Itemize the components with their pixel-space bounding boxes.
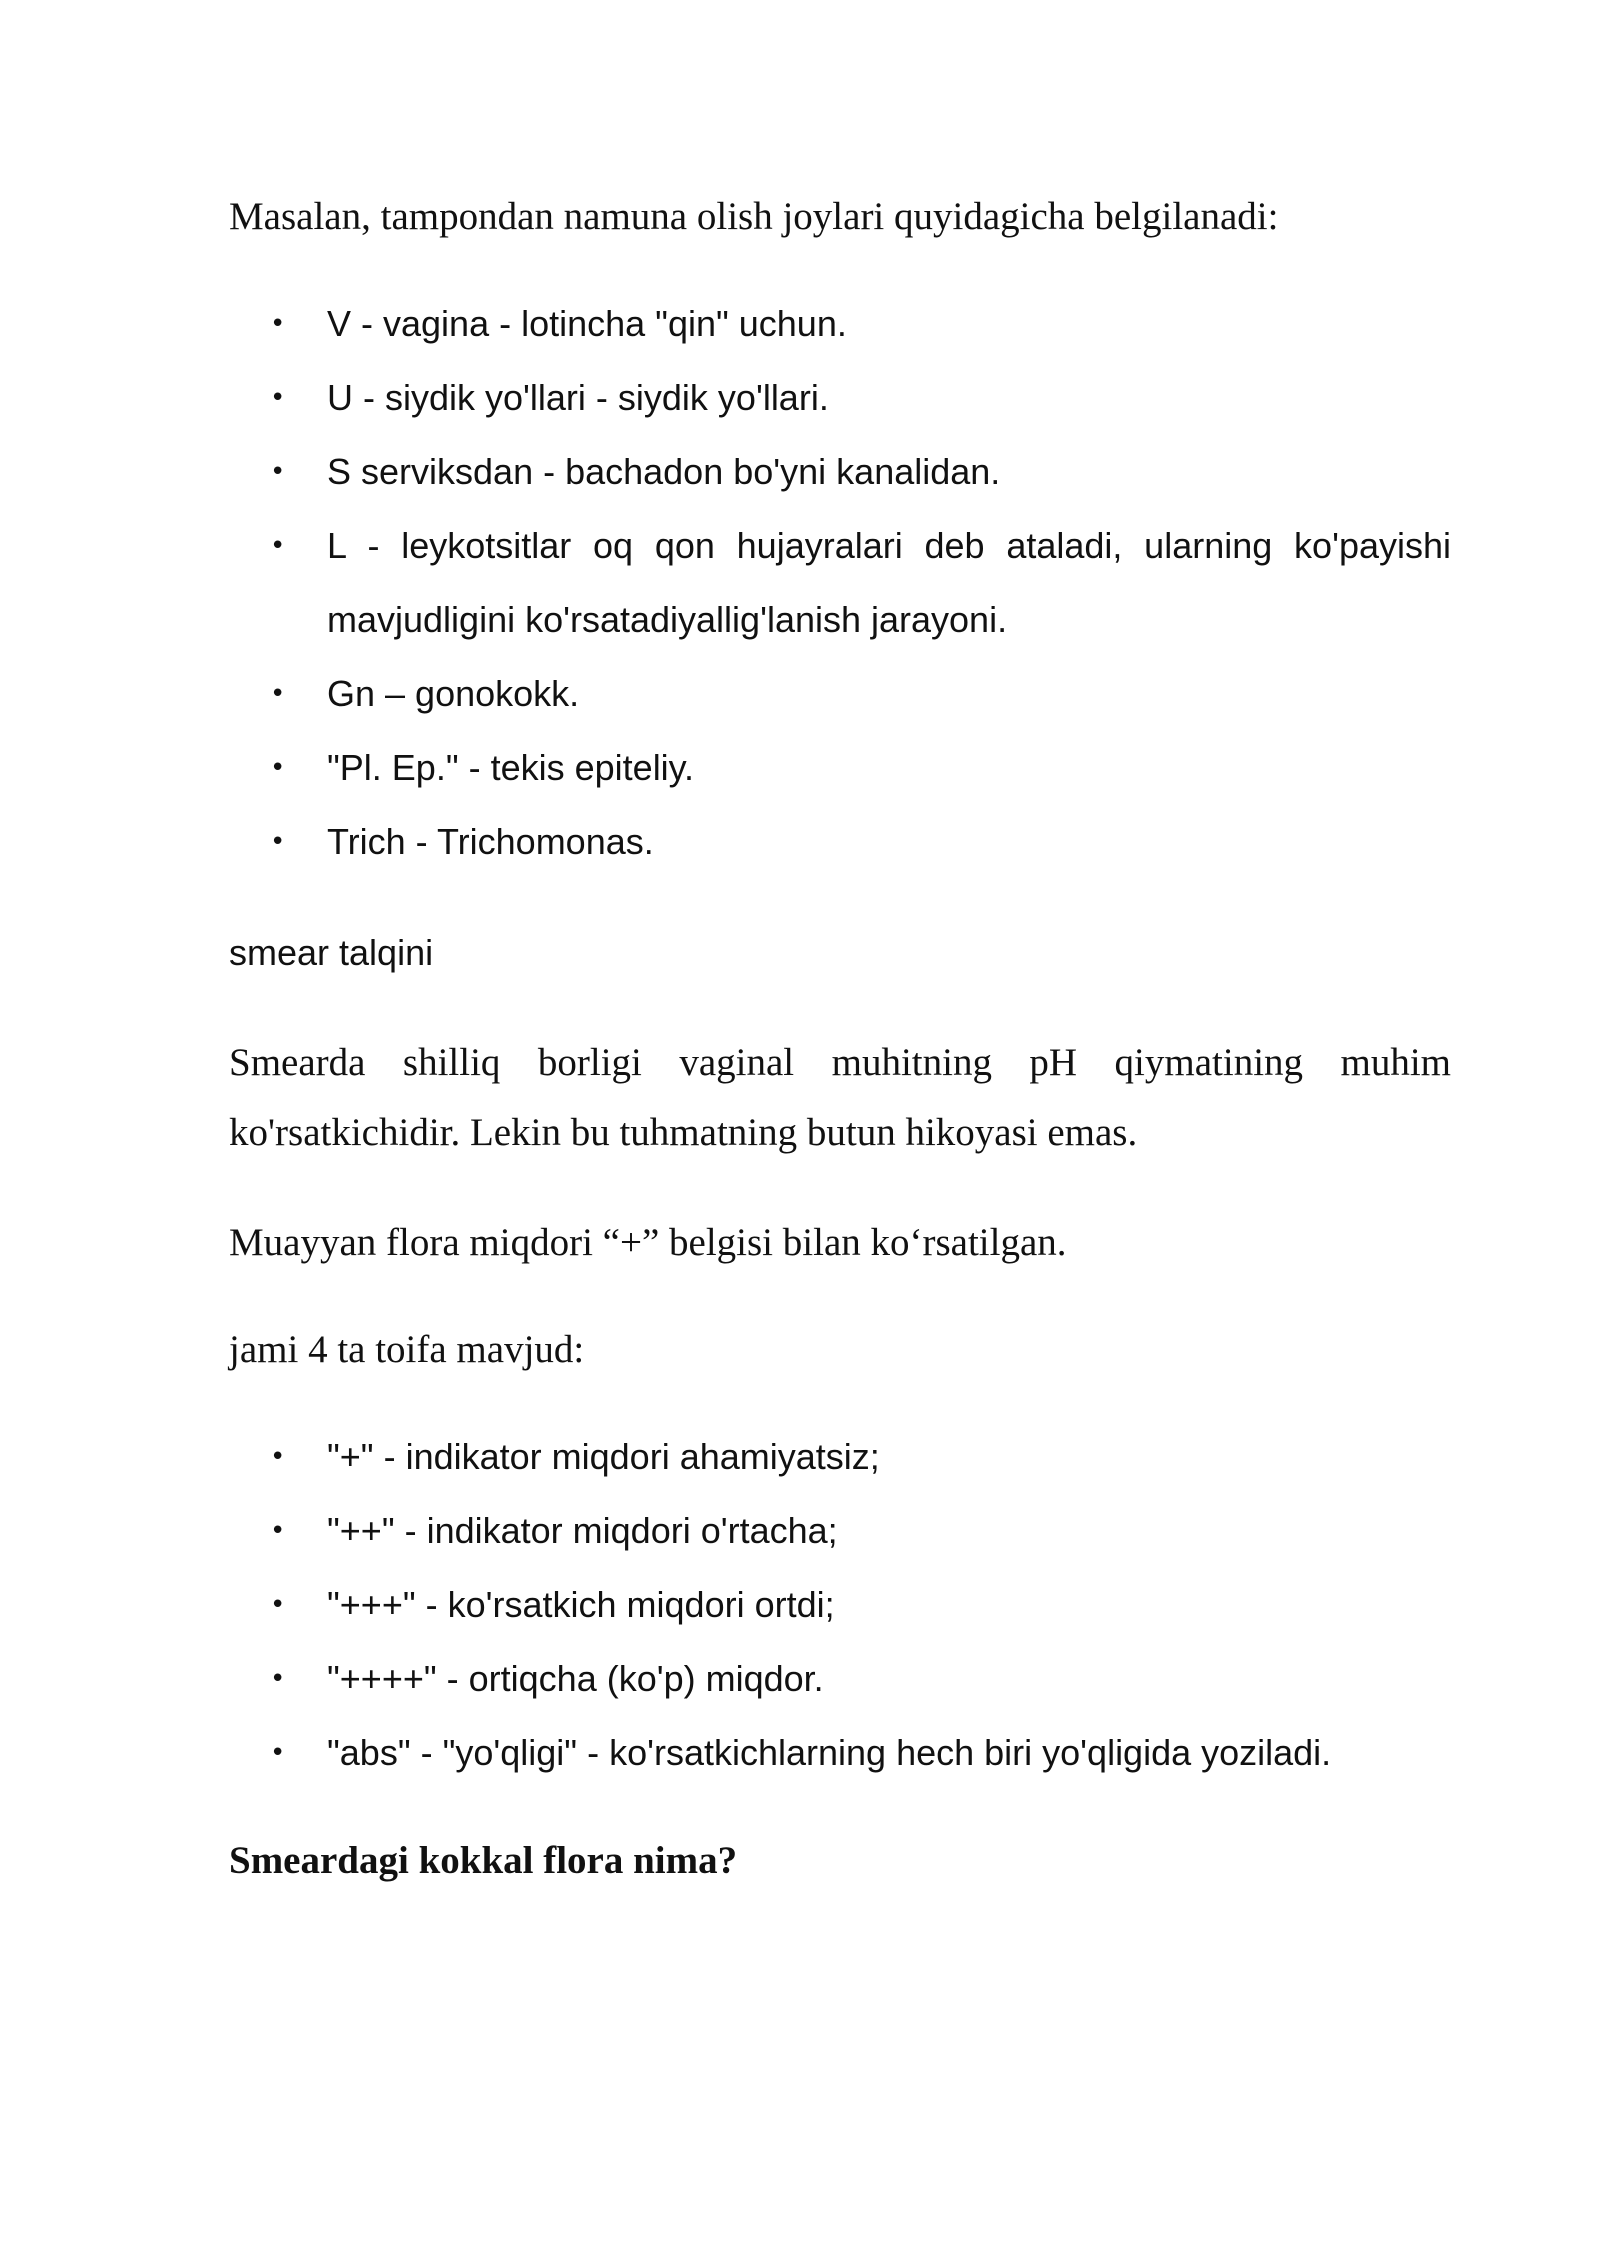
list-item <box>229 1568 1451 1642</box>
list-item <box>229 805 1451 879</box>
bold-heading: Smeardagi kokkal flora nima? <box>229 1839 738 1882</box>
list-item-text: L - leykotsitlar oq qon hujayralari deb ataladi, ularning ko'payishi mavjudligini ko'rsatadiyallig'lanish jarayoni. <box>327 525 1451 640</box>
list-item-text: S serviksdan - bachadon bo'yni kanalidan. <box>327 451 1001 492</box>
flora-paragraph: Muayyan flora miqdori “+” belgisi bilan ko‘rsatilgan. <box>229 1221 1067 1264</box>
bullet-icon: • <box>270 383 286 413</box>
sample-codes-list <box>229 287 1451 879</box>
bullet-icon: • <box>270 679 286 709</box>
list-item <box>229 731 1451 805</box>
list-item-text: U - siydik yo'llari - siydik yo'llari. <box>327 377 829 418</box>
categories-list <box>229 1420 1451 1790</box>
list-item <box>229 287 1451 361</box>
bullet-icon: • <box>270 753 286 783</box>
list-item-text: "++" - indikator miqdori o'rtacha; <box>327 1510 838 1551</box>
categories-intro: jami 4 ta toifa mavjud: <box>229 1328 585 1371</box>
bullet-icon: • <box>270 1442 286 1472</box>
intro-paragraph: Masalan, tampondan namuna olish joylari quyidagicha belgilanadi: <box>229 195 1279 238</box>
list-item-text: Trich - Trichomonas. <box>327 821 654 862</box>
list-item <box>229 361 1451 435</box>
bullet-icon: • <box>270 827 286 857</box>
bullet-icon: • <box>270 1738 286 1768</box>
bullet-icon: • <box>270 1590 286 1620</box>
bullet-icon: • <box>270 309 286 339</box>
list-item <box>229 1642 1451 1716</box>
smear-paragraph: Smearda shilliq borligi vaginal muhitning pH qiymatining muhim ko'rsatkichidir. Lekin bu tuhmatning butun hikoyasi emas. <box>229 1041 1451 1154</box>
list-item-text: V - vagina - lotincha "qin" uchun. <box>327 303 847 344</box>
list-item <box>229 1420 1451 1494</box>
list-item-text: "+++" - ko'rsatkich miqdori ortdi; <box>327 1584 835 1625</box>
bullet-icon: • <box>270 531 286 561</box>
section-heading: smear talqini <box>229 932 434 973</box>
list-item <box>229 435 1451 509</box>
bullet-icon: • <box>270 457 286 487</box>
list-item <box>229 657 1451 731</box>
list-item-text: Gn – gonokokk. <box>327 673 580 714</box>
list-item-text: "abs" - "yo'qligi" - ko'rsatkichlarning hech biri yo'qligida yoziladi. <box>327 1732 1332 1773</box>
list-item-text: "+" - indikator miqdori ahamiyatsiz; <box>327 1436 880 1477</box>
list-item <box>229 1716 1451 1790</box>
list-item <box>229 1494 1451 1568</box>
list-item <box>229 509 1451 657</box>
bullet-icon: • <box>270 1664 286 1694</box>
list-item-text: "++++" - ortiqcha (ko'p) miqdor. <box>327 1658 824 1699</box>
list-item-text: "Pl. Ep." - tekis epiteliy. <box>327 747 695 788</box>
bullet-icon: • <box>270 1516 286 1546</box>
